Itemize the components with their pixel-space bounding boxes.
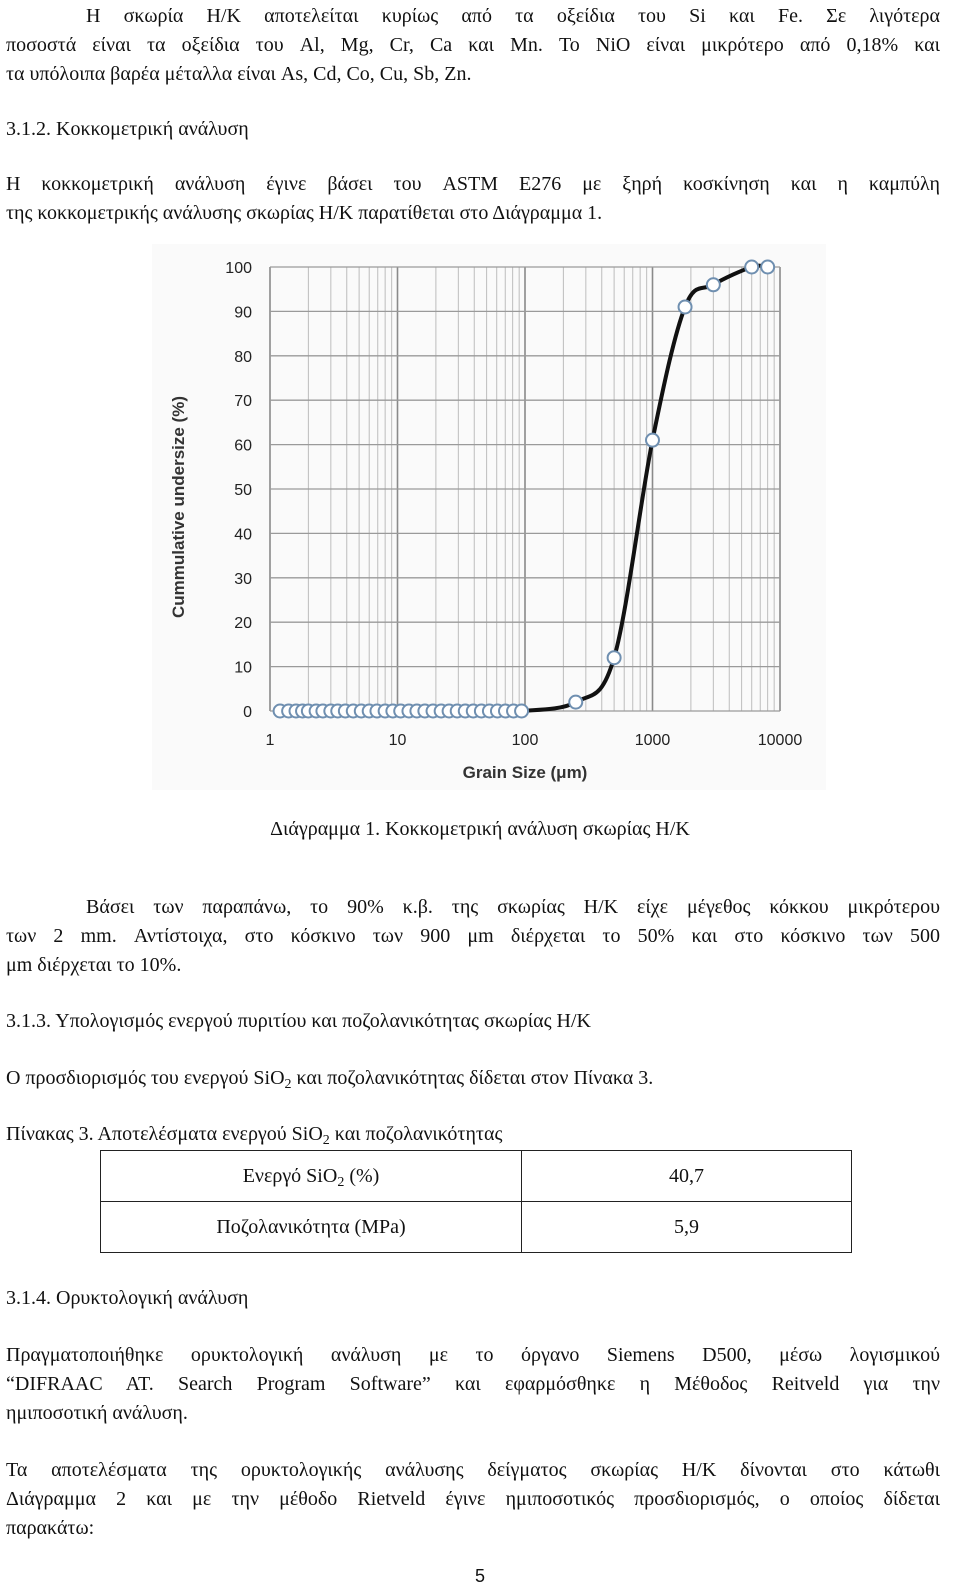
y-tick-label: 30 (234, 570, 252, 588)
text-line: τα υπόλοιπα βαρέα μέταλλα είναι As, Cd, Co, Cu, Sb, Zn. (6, 63, 472, 85)
y-tick-label: 50 (234, 482, 252, 499)
mineralogy-paragraph (6, 1341, 940, 1428)
data-point (745, 261, 758, 274)
data-point (608, 651, 621, 664)
y-tick-label: 80 (234, 348, 252, 366)
text-run: Ο προσδιορισμός του ενεργού SiO (6, 1067, 285, 1089)
results-table (100, 1150, 852, 1253)
text-line: Η κοκκομετρική ανάλυση έγινε βάσει του ASTM E276 με ξηρή κοσκίνηση και η καμπύλη (6, 173, 940, 195)
table-cell-value: 5,9 (522, 1202, 852, 1253)
text-line: ποσοστά είναι τα οξείδια του Al, Mg, Cr, Ca και Mn. Το NiO είναι μικρότερο από 0,18% και (6, 34, 940, 56)
section-heading-3-1-4: 3.1.4. Ορυκτολογική ανάλυση (6, 1287, 249, 1309)
text-line: μm διέρχεται το 10%. (6, 954, 182, 976)
text-line: Βάσει των παραπάνω, το 90% κ.β. της σκωρίας Η/Κ είχε μέγεθος κόκκου μικρότερου (86, 896, 940, 918)
text-line: “DIFRAAC AT. Search Program Software” και εφαρμόσθηκε η Μέθοδος Reitveld για την (6, 1373, 940, 1395)
text-line: της κοκκομετρικής ανάλυσης σκωρίας Η/Κ παρατίθεται στο Διάγραμμα 1. (6, 202, 603, 224)
subscript: 2 (322, 1133, 330, 1148)
section-heading-3-1-2: 3.1.2. Κοκκομετρική ανάλυση (6, 118, 249, 140)
text-line: των 2 mm. Αντίστοιχα, στο κόσκινο των 900 μm διέρχεται το 50% και στο κόσκινο των 500 (6, 925, 940, 947)
data-point (707, 278, 720, 291)
grain-analysis-paragraph (6, 170, 940, 228)
data-point (515, 705, 528, 718)
x-tick-label: 10 (388, 732, 407, 749)
x-tick-label: 10000 (757, 732, 803, 749)
grain-size-chart (152, 244, 826, 790)
x-tick-label: 1 (265, 732, 275, 749)
text-run: Πίνακας 3. Αποτελέσματα ενεργού SiO (6, 1123, 323, 1145)
text-line: Η σκωρία Η/Κ αποτελείται κυρίως από τα οξείδια του Si και Fe. Σε λιγότερα (86, 5, 940, 27)
intro-paragraph (6, 2, 940, 89)
table-cell-label (101, 1151, 522, 1202)
data-point (569, 696, 582, 709)
result-paragraph (6, 893, 940, 980)
x-tick-label: 100 (511, 732, 539, 749)
page-number: 5 (474, 1566, 485, 1586)
data-point (761, 261, 774, 274)
y-tick-label: 70 (234, 393, 252, 411)
table-cell-value: 40,7 (522, 1151, 852, 1202)
subscript: 2 (337, 1174, 345, 1190)
table-row (101, 1151, 852, 1202)
mineralogy-results-paragraph (6, 1456, 940, 1543)
chart-y-axis-label: Cummulative undersize (%) (169, 396, 188, 618)
text-run: (%) (344, 1164, 380, 1187)
table-row (101, 1202, 852, 1253)
chart-y-ticks (225, 260, 252, 721)
text-line: Πραγματοποιήθηκε ορυκτολογική ανάλυση με το όργανο Siemens D500, μέσω λογισμικού (6, 1344, 940, 1366)
x-tick-label: 1000 (634, 732, 671, 749)
text-run: και ποζολανικότητας (329, 1123, 503, 1145)
table-caption (6, 1120, 502, 1149)
active-silica-paragraph (6, 1064, 653, 1093)
chart-x-axis-label: Grain Size (μm) (462, 763, 588, 782)
y-tick-label: 60 (234, 437, 252, 455)
section-heading-3-1-3: 3.1.3. Υπολογισμός ενεργού πυριτίου και ποζολανικότητας σκωρίας Η/Κ (6, 1010, 591, 1032)
subscript: 2 (284, 1077, 292, 1092)
y-tick-label: 90 (234, 304, 252, 322)
text-run: Ποζολανικότητα (MPa) (216, 1215, 406, 1238)
data-point (646, 434, 659, 447)
text-line: παρακάτω: (6, 1517, 95, 1539)
text-run: και ποζολανικότητας δίδεται στον Πίνακα 3. (291, 1067, 654, 1089)
data-point (679, 300, 692, 313)
chart-x-ticks (266, 732, 803, 749)
text-line: ημιποσοτική ανάλυση. (6, 1402, 188, 1424)
y-tick-label: 40 (234, 526, 252, 544)
y-tick-label: 20 (234, 615, 252, 633)
table-cell-label (101, 1202, 522, 1253)
figure-caption: Διάγραμμα 1. Κοκκομετρική ανάλυση σκωρίας Η/Κ (270, 818, 690, 840)
text-line: Τα αποτελέσματα της ορυκτολογικής ανάλυσης δείγματος σκωρίας Η/Κ δίνονται στο κάτωθι (6, 1459, 940, 1481)
text-line: Διάγραμμα 2 και με την μέθοδο Rietveld έγινε ημιποσοτικός προσδιορισμός, ο οποίος δίδεται (6, 1488, 940, 1510)
y-tick-label: 10 (234, 659, 252, 677)
y-tick-label: 100 (225, 260, 252, 277)
y-tick-label: 0 (243, 704, 252, 721)
text-run: Ενεργό SiO (242, 1164, 338, 1187)
